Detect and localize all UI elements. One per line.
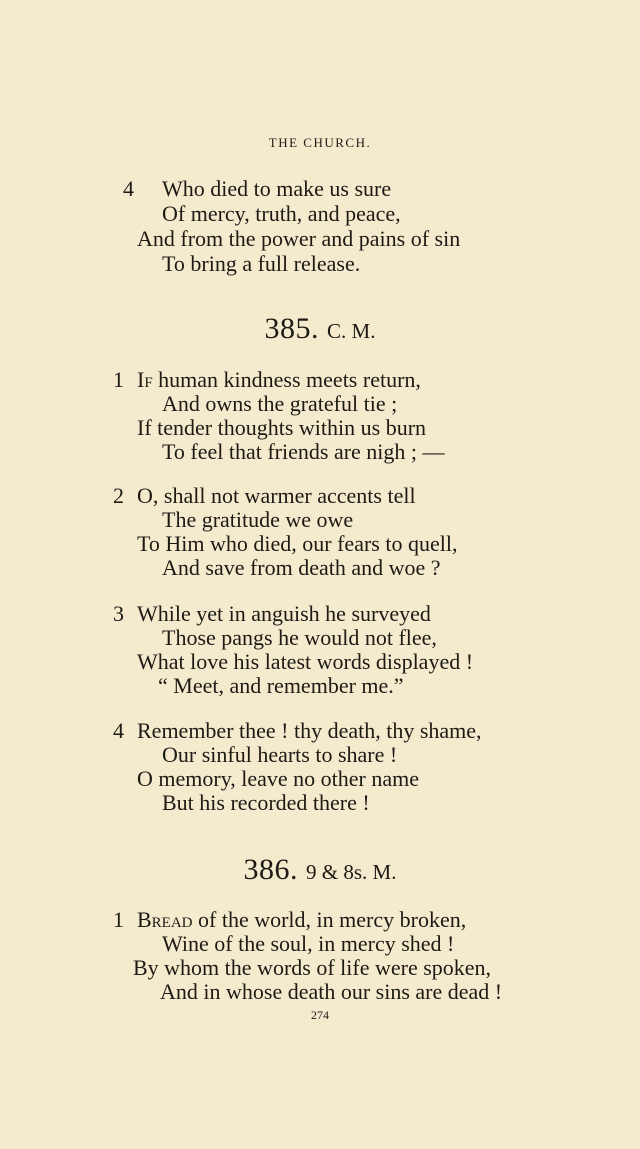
verse-line: The gratitude we owe: [162, 507, 354, 532]
hymn-meter: 9 & 8s. M.: [306, 860, 397, 884]
verse-line: But his recorded there !: [162, 790, 370, 815]
running-head: THE CHURCH.: [268, 135, 372, 150]
hymn-heading: [0, 853, 640, 887]
verse-line: “ Meet, and remember me.”: [158, 673, 404, 698]
hymn-number: 386.: [243, 853, 299, 886]
verse-number: 3: [113, 601, 124, 626]
verse-line: O memory, leave no other name: [137, 766, 420, 791]
hymn-heading: [0, 312, 640, 346]
verse-first-word: Bread: [137, 907, 193, 932]
verse-number: 2: [113, 483, 124, 508]
verse-line: Those pangs he would not flee,: [162, 625, 437, 650]
verse-line: To bring a full release.: [162, 251, 361, 276]
verse-line: Remember thee ! thy death, thy shame,: [137, 718, 482, 743]
verse-line: And in whose death our sins are dead !: [160, 979, 503, 1004]
verse-number: 4: [113, 718, 124, 743]
verse-line: While yet in anguish he surveyed: [137, 601, 431, 626]
verse-line: And owns the grateful tie ;: [162, 391, 398, 416]
verse-line: If human kindness meets return,: [137, 367, 421, 392]
verse-line: Wine of the soul, in mercy shed !: [162, 931, 455, 956]
verse-line: If tender thoughts within us burn: [137, 415, 427, 440]
verse-number: 1: [113, 907, 124, 932]
verse-line: To feel that friends are nigh ; —: [162, 439, 445, 464]
verse-line: Of mercy, truth, and peace,: [162, 201, 401, 226]
verse-line: And save from death and woe ?: [162, 555, 441, 580]
verse-line: And from the power and pains of sin: [137, 226, 461, 251]
verse-line: Bread of the world, in mercy broken,: [137, 907, 467, 932]
verse-line: What love his latest words displayed !: [137, 649, 474, 674]
verse-line: To Him who died, our fears to quell,: [137, 531, 458, 556]
verse-number: 4: [123, 176, 134, 201]
verse-line: O, shall not warmer accents tell: [137, 483, 416, 508]
verse-first-word: If: [137, 367, 153, 392]
verse-line: By whom the words of life were spoken,: [133, 955, 492, 980]
verse-line: Who died to make us sure: [162, 176, 392, 201]
hymn-number: 385.: [264, 312, 320, 345]
verse-number: 1: [113, 367, 124, 392]
page-number: 274: [311, 1008, 329, 1022]
verse-line: Our sinful hearts to share !: [162, 742, 398, 767]
hymn-meter: C. M.: [327, 319, 376, 343]
